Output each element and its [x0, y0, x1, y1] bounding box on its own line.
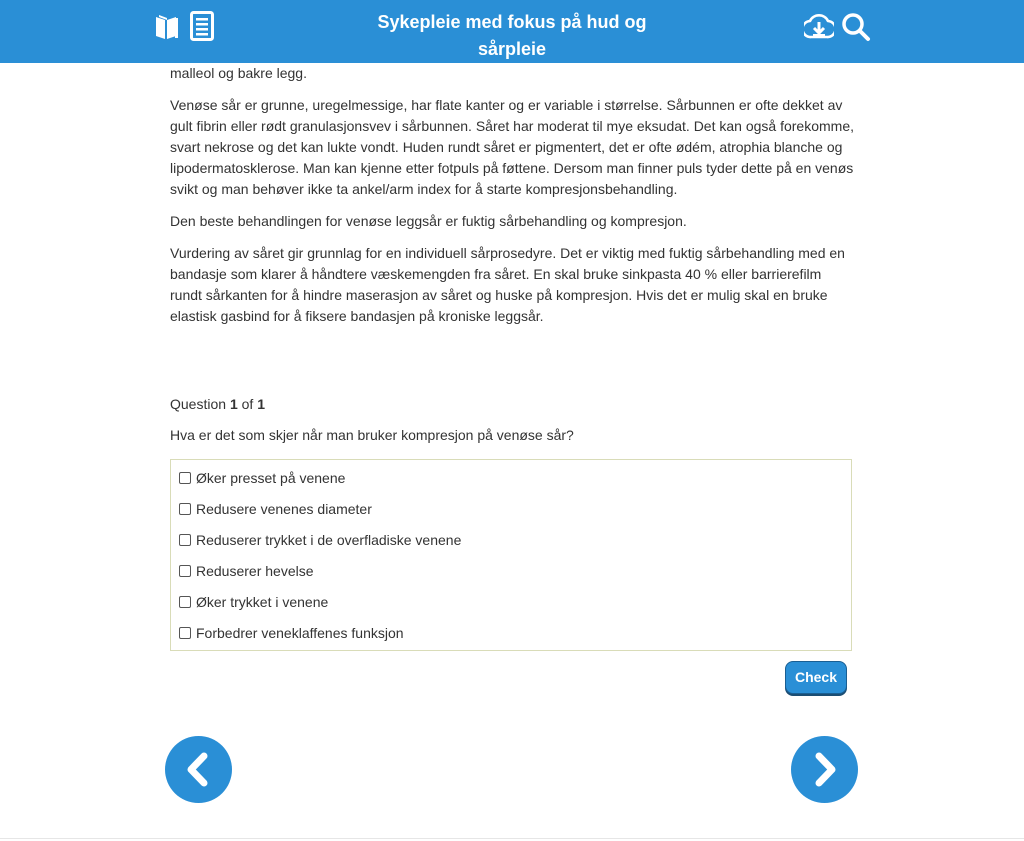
of-label: of: [241, 396, 254, 412]
download-icon[interactable]: [804, 12, 834, 47]
question-counter: [170, 394, 265, 414]
question-current: 1: [229, 396, 238, 412]
list-icon[interactable]: [190, 11, 214, 46]
answer-option[interactable]: [179, 592, 328, 612]
article-content: [170, 63, 855, 338]
checkbox[interactable]: [179, 534, 191, 546]
book-icon[interactable]: [155, 14, 179, 45]
page-title: Sykepleie med fokus på hud og sårpleie: [377, 12, 647, 59]
answer-option[interactable]: [179, 499, 372, 519]
divider: [0, 838, 1024, 839]
answer-option[interactable]: [179, 623, 404, 643]
question-label: Question: [170, 396, 227, 412]
option-label: Reduserer hevelse: [196, 563, 314, 579]
chevron-left-icon: [165, 736, 232, 803]
paragraph: malleol og bakre legg.: [170, 65, 307, 81]
paragraph: Vurdering av såret gir grunnlag for en individuell sårprosedyre. Det er viktig med fuktig sårbehandling med en bandasje som klarer å håndtere væskemengden fra såret. En skal bruke sinkpasta 40 % eller barrierefilm rundt sårkanten for å hindre maserasjon av såret og huske på kompresjon. Hvis det er mulig skal en bruke elastisk gasbind for å fiksere bandasjen på kroniske leggsår.: [170, 245, 845, 324]
checkbox[interactable]: [179, 503, 191, 515]
option-label: Øker presset på venene: [196, 470, 346, 486]
option-label: Redusere venenes diameter: [196, 501, 372, 517]
answer-option[interactable]: [179, 530, 461, 550]
check-button[interactable]: Check: [785, 661, 847, 694]
previous-button[interactable]: [165, 736, 232, 803]
paragraph: Den beste behandlingen for venøse leggsår er fuktig sårbehandling og kompresjon.: [170, 213, 687, 229]
next-button[interactable]: [791, 736, 858, 803]
option-label: Øker trykket i venene: [196, 594, 329, 610]
answer-option[interactable]: [179, 468, 345, 488]
checkbox[interactable]: [179, 472, 191, 484]
checkbox[interactable]: [179, 596, 191, 608]
option-label: Reduserer trykket i de overfladiske venene: [196, 532, 462, 548]
paragraph: Venøse sår er grunne, uregelmessige, har flate kanter og er variable i størrelse. Sårbunnen er ofte dekket av gult fibrin eller rødt granulasjonsvev i sårbunnen. Såret har moderat til mye eksudat. Det kan også forekomme, svart nekrose og det kan lukte vondt. Huden rundt såret er pigmentert, det er ofte ødém, atrophia blanche og lipodermatosklerose. Man kan kjenne etter fotpuls på føttene. Dersom man finner puls tyder dette på en venøs svikt og man behøver ikke ta ankel/arm index for å starte kompresjonsbehandling.: [170, 97, 854, 197]
header-bar: [0, 0, 1024, 63]
search-icon[interactable]: [841, 12, 871, 47]
answer-options: [170, 459, 852, 651]
checkbox[interactable]: [179, 627, 191, 639]
chevron-right-icon: [791, 736, 858, 803]
answer-option[interactable]: [179, 561, 314, 581]
option-label: Forbedrer veneklaffenes funksjon: [196, 625, 404, 641]
checkbox[interactable]: [179, 565, 191, 577]
question-total: 1: [257, 396, 265, 412]
question-text: Hva er det som skjer når man bruker kompresjon på venøse sår?: [170, 427, 574, 443]
